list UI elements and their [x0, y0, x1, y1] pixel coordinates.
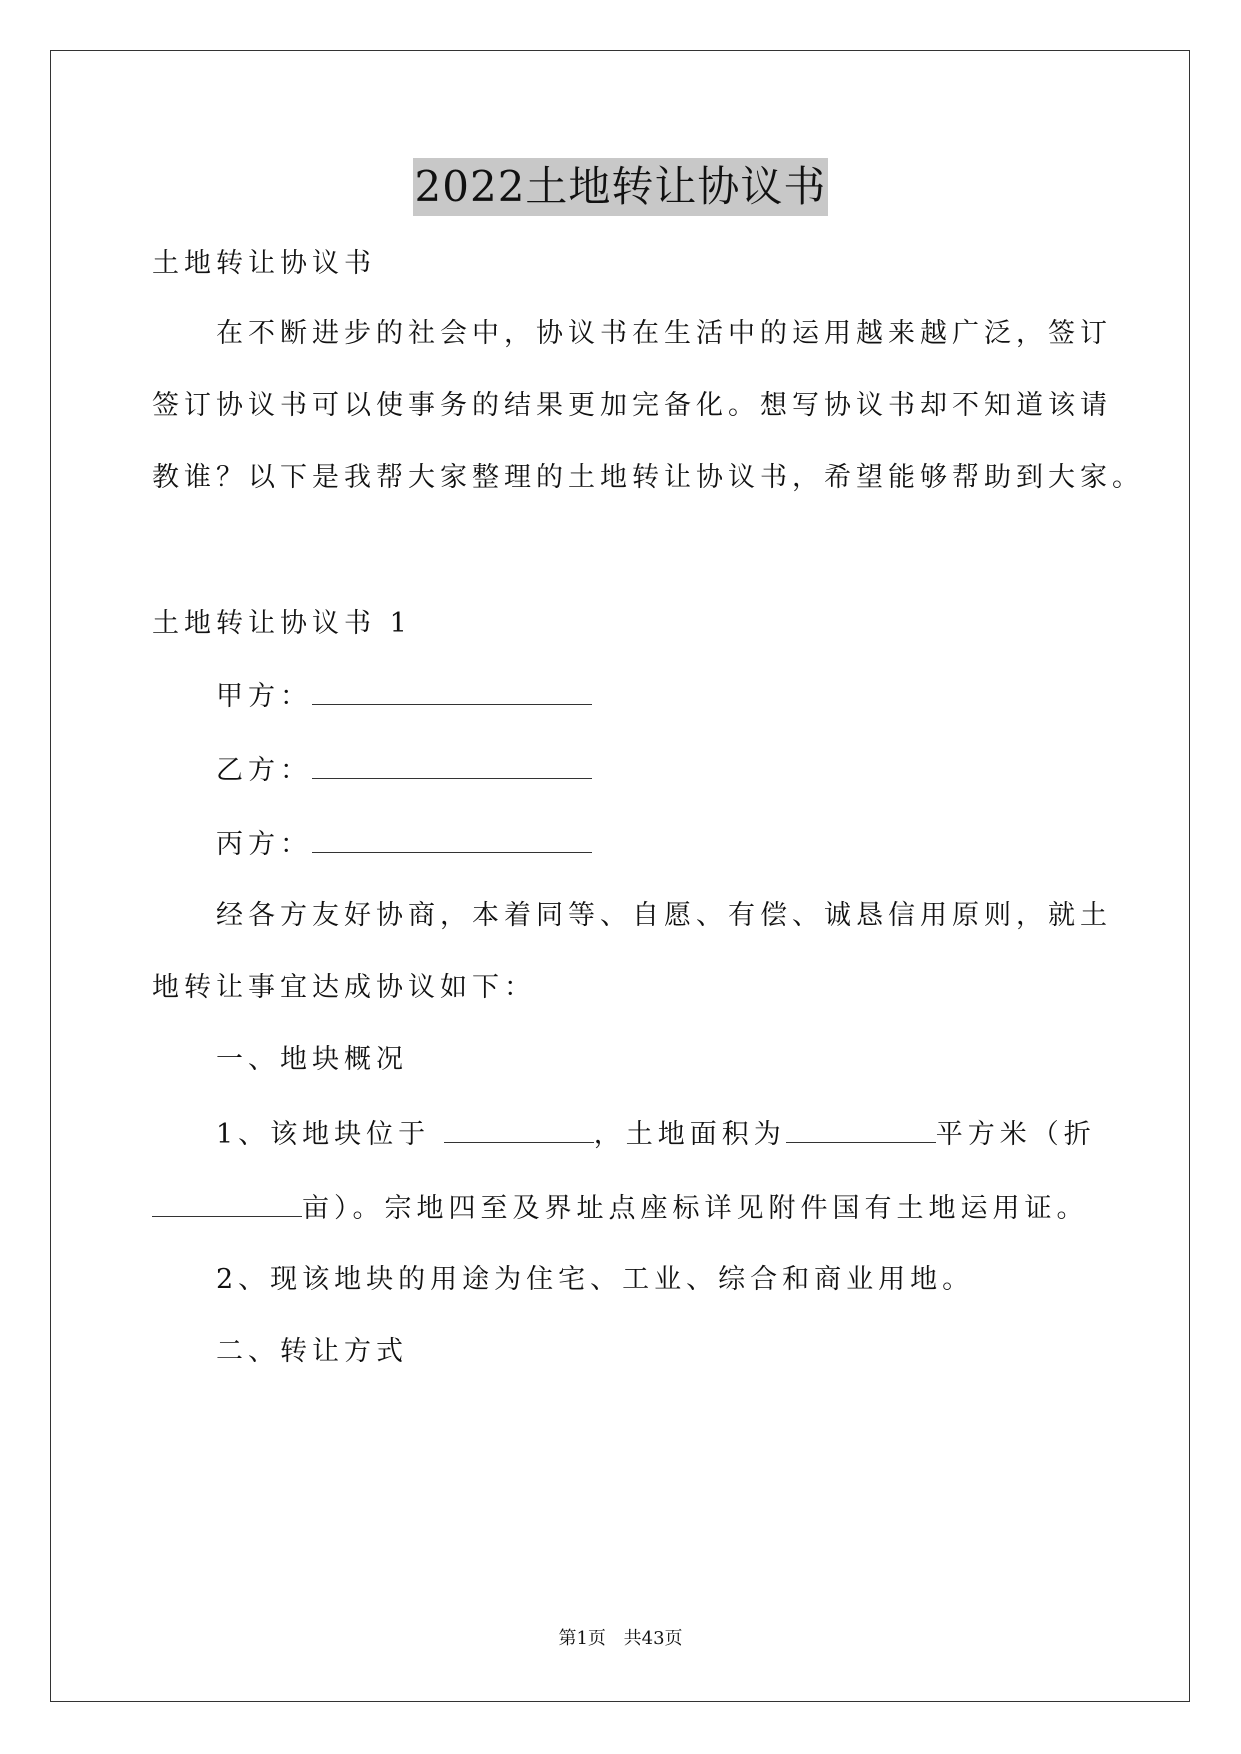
party-c: [216, 826, 592, 863]
location-blank: [444, 1116, 594, 1143]
title-container: [0, 158, 1241, 216]
party-c-label: 丙方：: [216, 829, 312, 860]
party-c-blank: [312, 826, 592, 853]
clause-1-2: 2、现该地块的用途为住宅、工业、综合和商业用地。: [216, 1264, 975, 1295]
party-b-blank: [312, 752, 592, 779]
page-total: 共43页: [623, 1628, 683, 1649]
intro-line-1: 在不断进步的社会中，协议书在生活中的运用越来越广泛，签订: [216, 318, 1112, 349]
area-blank: [786, 1116, 936, 1143]
document-title: 2022土地转让协议书: [413, 158, 829, 216]
party-a-label: 甲方：: [216, 681, 312, 712]
page-number: 第1页: [558, 1628, 606, 1649]
clause-1-1-suffix: 平方米（折: [935, 1119, 1096, 1150]
agreement-line-1: 经各方友好协商，本着同等、自愿、有偿、诚恳信用原则，就土: [216, 900, 1112, 931]
intro-line-2: 签订协议书可以使事务的结果更加完备化。想写协议书却不知道该请: [152, 390, 1112, 421]
clause-1-1-prefix: 1、该地块位于: [216, 1119, 431, 1150]
party-a: [216, 678, 592, 715]
page-footer: [0, 1627, 1241, 1651]
doc-heading: 土地转让协议书: [152, 248, 376, 279]
section-title: 土地转让协议书 1: [152, 608, 412, 639]
clause-1-1-mid: ，土地面积为: [593, 1119, 786, 1150]
intro-line-3: 教谁？以下是我帮大家整理的土地转让协议书，希望能够帮助到大家。: [152, 462, 1144, 493]
clause-1-1-cont: [152, 1190, 1089, 1227]
agreement-line-2: 地转让事宜达成协议如下：: [152, 972, 536, 1003]
party-a-blank: [312, 678, 592, 705]
clause-1-1: [216, 1116, 1096, 1153]
clause-2-title: 二、转让方式: [216, 1336, 408, 1367]
clause-1-title: 一、地块概况: [216, 1044, 408, 1075]
party-b: [216, 752, 592, 789]
party-b-label: 乙方：: [216, 755, 312, 786]
mu-blank: [152, 1190, 302, 1217]
page-border: [50, 50, 1190, 1702]
clause-1-1-cont-text: 亩）。宗地四至及界址点座标详见附件国有土地运用证。: [302, 1193, 1089, 1224]
